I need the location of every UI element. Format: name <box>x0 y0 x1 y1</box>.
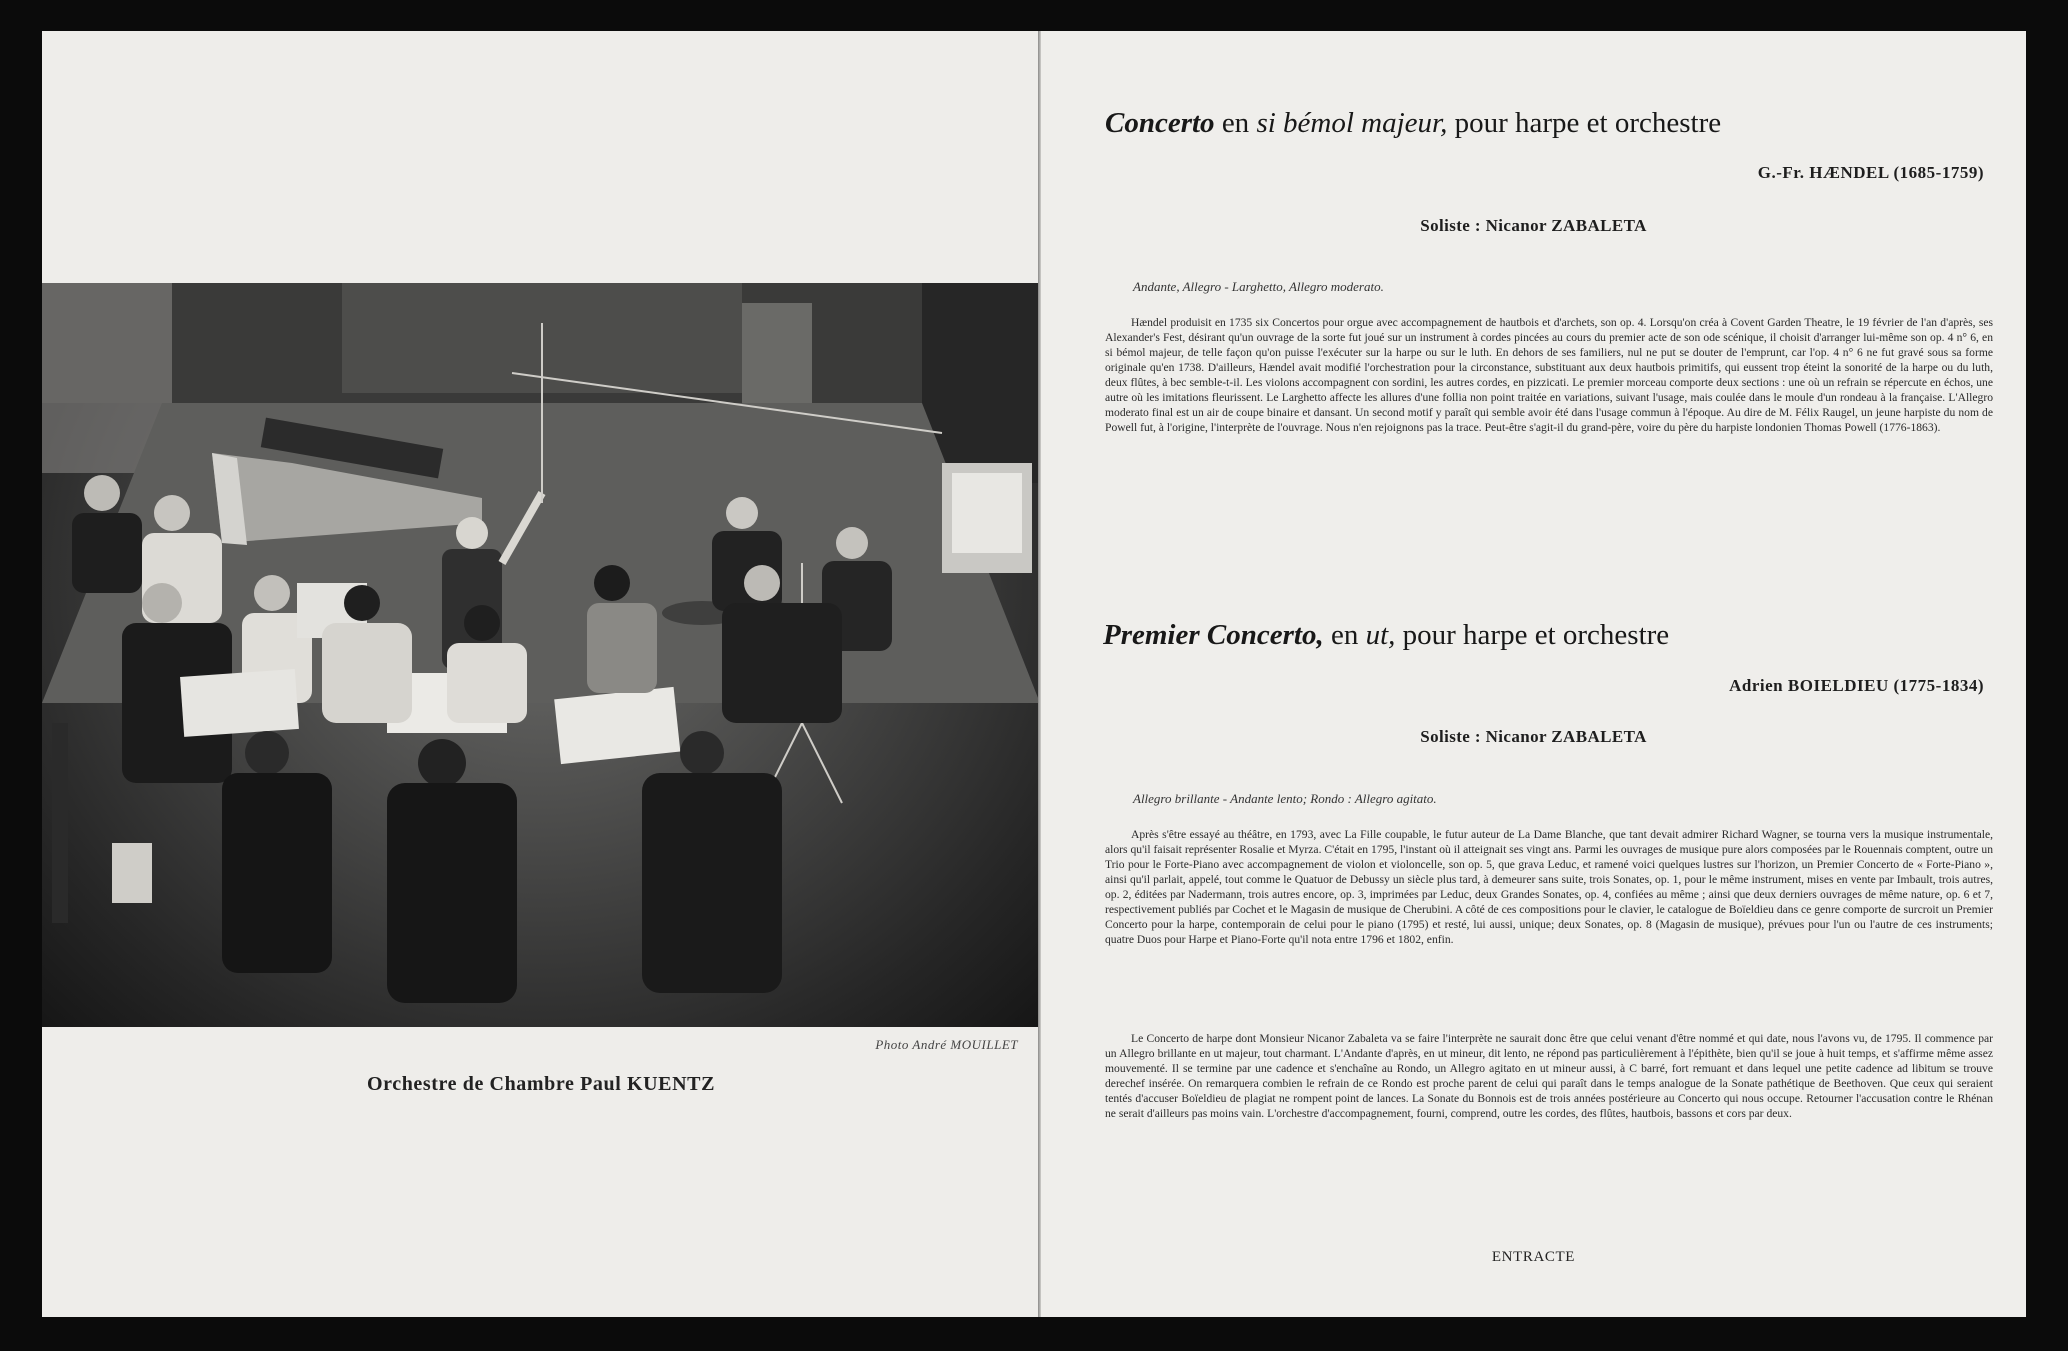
entracte-label: ENTRACTE <box>1491 1249 1576 1265</box>
work2-movements: Allegro brillante - Andante lento; Rondo : Allegro agitato. <box>1133 791 1437 806</box>
photo-caption: Orchestre de Chambre Paul KUENTZ <box>366 1073 716 1095</box>
left-page <box>42 31 1040 1317</box>
work2-soloist: Soliste : Nicanor ZABALETA <box>1420 727 1647 746</box>
work1-composer: G.-Fr. HÆNDEL (1685-1759) <box>1757 163 1984 182</box>
work1-soloist: Soliste : Nicanor ZABALETA <box>1420 216 1647 235</box>
work2-text-2: Le Concerto de harpe dont Monsieur Nicanor Zabaleta va se faire l'interprète ne saurait donc être que celui venant d'être nommé et qui date, nous l'avons vu, de 1795. Il commence par un Allegro brillante en ut majeur, tout charmant. L'Andante d'après, en ut mineur, dit lento, ne répond pas particulièrement à l'épithète, bien qu'il se joue à huit temps, et s'affirme même assez mouvementé. Il se termine par une cadence et s'enchaîne au Rondo, un Allegro agitato en ut mineur aussi, à C barré, fort remuant et dans lequel une petite cadence ad libitum se trouve derechef insérée. On remarquera combien le refrain de ce Rondo est proche parent de celui qui paraît dans le temps analogue de la Sonate pathétique de Beethoven. Que ceux qui seraient tentés d'accuser Boïeldieu de plagiat ne rompent point de lances. La Sonate du Bonnois est de trois années postérieure au Concerto qui nous occupe. Retourner l'accusation contre le Rhénan ne serait d'ailleurs pas moins vain. L'orchestre d'accompagnement, fourni, comprend, outre les cordes, des flûtes, hautbois, bassons et cors par deux. <box>1105 1032 1993 1120</box>
work2-title-rest: pour harpe et orchestre <box>1395 619 1670 651</box>
work2-title-key: ut, <box>1365 619 1396 651</box>
work1-title-key: si bémol majeur, <box>1256 107 1448 139</box>
work2-text-1: Après s'être essayé au théâtre, en 1793, avec La Fille coupable, le futur auteur de La Dame Blanche, que tant devait admirer Richard Wagner, se tourna vers la musique instrumentale, alors qu'il faisait représenter Rosalie et Myrza. C'était en 1795, l'instant où il atteignait ses vingt ans. Parmi les ouvrages de musique pure alors composées par le Rouennais comptent, outre un Trio pour le Forte-Piano avec accompagnement de violon et violoncelle, son op. 5, que grava Leduc, et ramené voici quelques lustres sur l'horizon, un Premier Concerto de « Forte-Piano », ainsi qu'il parlait, appelé, tout comme le Quatuor de Debussy un siècle plus tard, à demeurer sans suite, trois Sonates, op. 1, pour le même instrument, mises en vente par Imbault, trois autres, op. 2, éditées par Nadermann, trois autres encore, op. 3, imprimées par Leduc, deux Grandes Sonates, op. 4, confiées au même ; ainsi que deux derniers ouvrages de même nature, op. 6 et 7, respectivement publiés par Cochet et le Magasin de musique de Cherubini. A côté de ces compositions pour le clavier, le catalogue de Boïeldieu dans ce genre comporte de surcroit un Premier Concerto pour la harpe, contemporain de celui pour le piano (1795) et resté, lui aussi, unique; deux Sonates, op. 8 (Magasin de musique), prévues pour l'un ou l'autre de ces instruments; quatre Duos pour Harpe et Piano-Forte qu'il nota entre 1796 et 1802, enfin. <box>1105 828 1993 946</box>
work2-composer: Adrien BOIELDIEU (1775-1834) <box>1729 676 1984 695</box>
work1-movements: Andante, Allegro - Larghetto, Allegro moderato. <box>1133 279 1384 294</box>
work2-title-main: Premier Concerto, <box>1103 619 1324 651</box>
work1-title <box>1105 107 1721 140</box>
work1-title-main: Concerto <box>1105 107 1215 139</box>
work2-title <box>1103 619 1669 652</box>
orchestra-photo-drawing <box>42 283 1040 1027</box>
work1-title-en: en <box>1214 107 1257 139</box>
photo-credit: Photo André MOUILLET <box>875 1037 1018 1052</box>
work1-text: Hændel produisit en 1735 six Concertos pour orgue avec accompagnement de hautbois et d'archets, son op. 4. Lorsqu'on créa à Covent Garden Theatre, le 19 février de l'an d'après, ses Alexander's Fest, désirant qu'un ouvrage de la sorte fut joué sur un instrument à cordes pincées au cours du premier acte de son ode scénique, il choisit d'arranger lui-même son op. 4 n° 6, en si bémol majeur, de telle façon qu'on puisse l'exécuter sur la harpe ou sur le luth. En dehors de ses familiers, nul ne put se douter de l'emprunt, car l'op. 4 n° 6 ne fut gravé sous sa forme originale qu'en 1738. D'ailleurs, Hændel avait modifié l'orchestration pour la circonstance, substituant aux deux hautbois primitifs, qui eussent trop éteint la sonorité de la harpe ou du luth, deux flûtes, à bec semble-t-il. Les violons accompagnent con sordini, les autres cordes, en pizzicati. Le premier morceau comporte deux sections : une où un refrain se répercute en échos, une autre où les imitations fleurissent. Le Larghetto affecte les allures d'une follia non point traitée en variations, suivant l'usage, mais coulée dans le moule d'un rondeau à la française. L'Allegro moderato final est un air de coupe binaire et dansant. Un second motif y paraît qui semble avoir été dans l'usage commun à l'époque. Au dire de M. Félix Raugel, un jeune harpiste du nom de Powell fut, à l'origine, l'interprète de l'ouvrage. Nous n'en rejoignons pas la trace. Peut-être s'agit-il du grand-père, voire du père du harpiste londonien Thomas Powell (1776-1863). <box>1105 316 1993 434</box>
orchestra-photo <box>42 283 1040 1027</box>
work2-title-en: en <box>1323 619 1366 651</box>
work1-title-rest: pour harpe et orchestre <box>1447 107 1722 139</box>
right-page <box>1041 31 2026 1317</box>
